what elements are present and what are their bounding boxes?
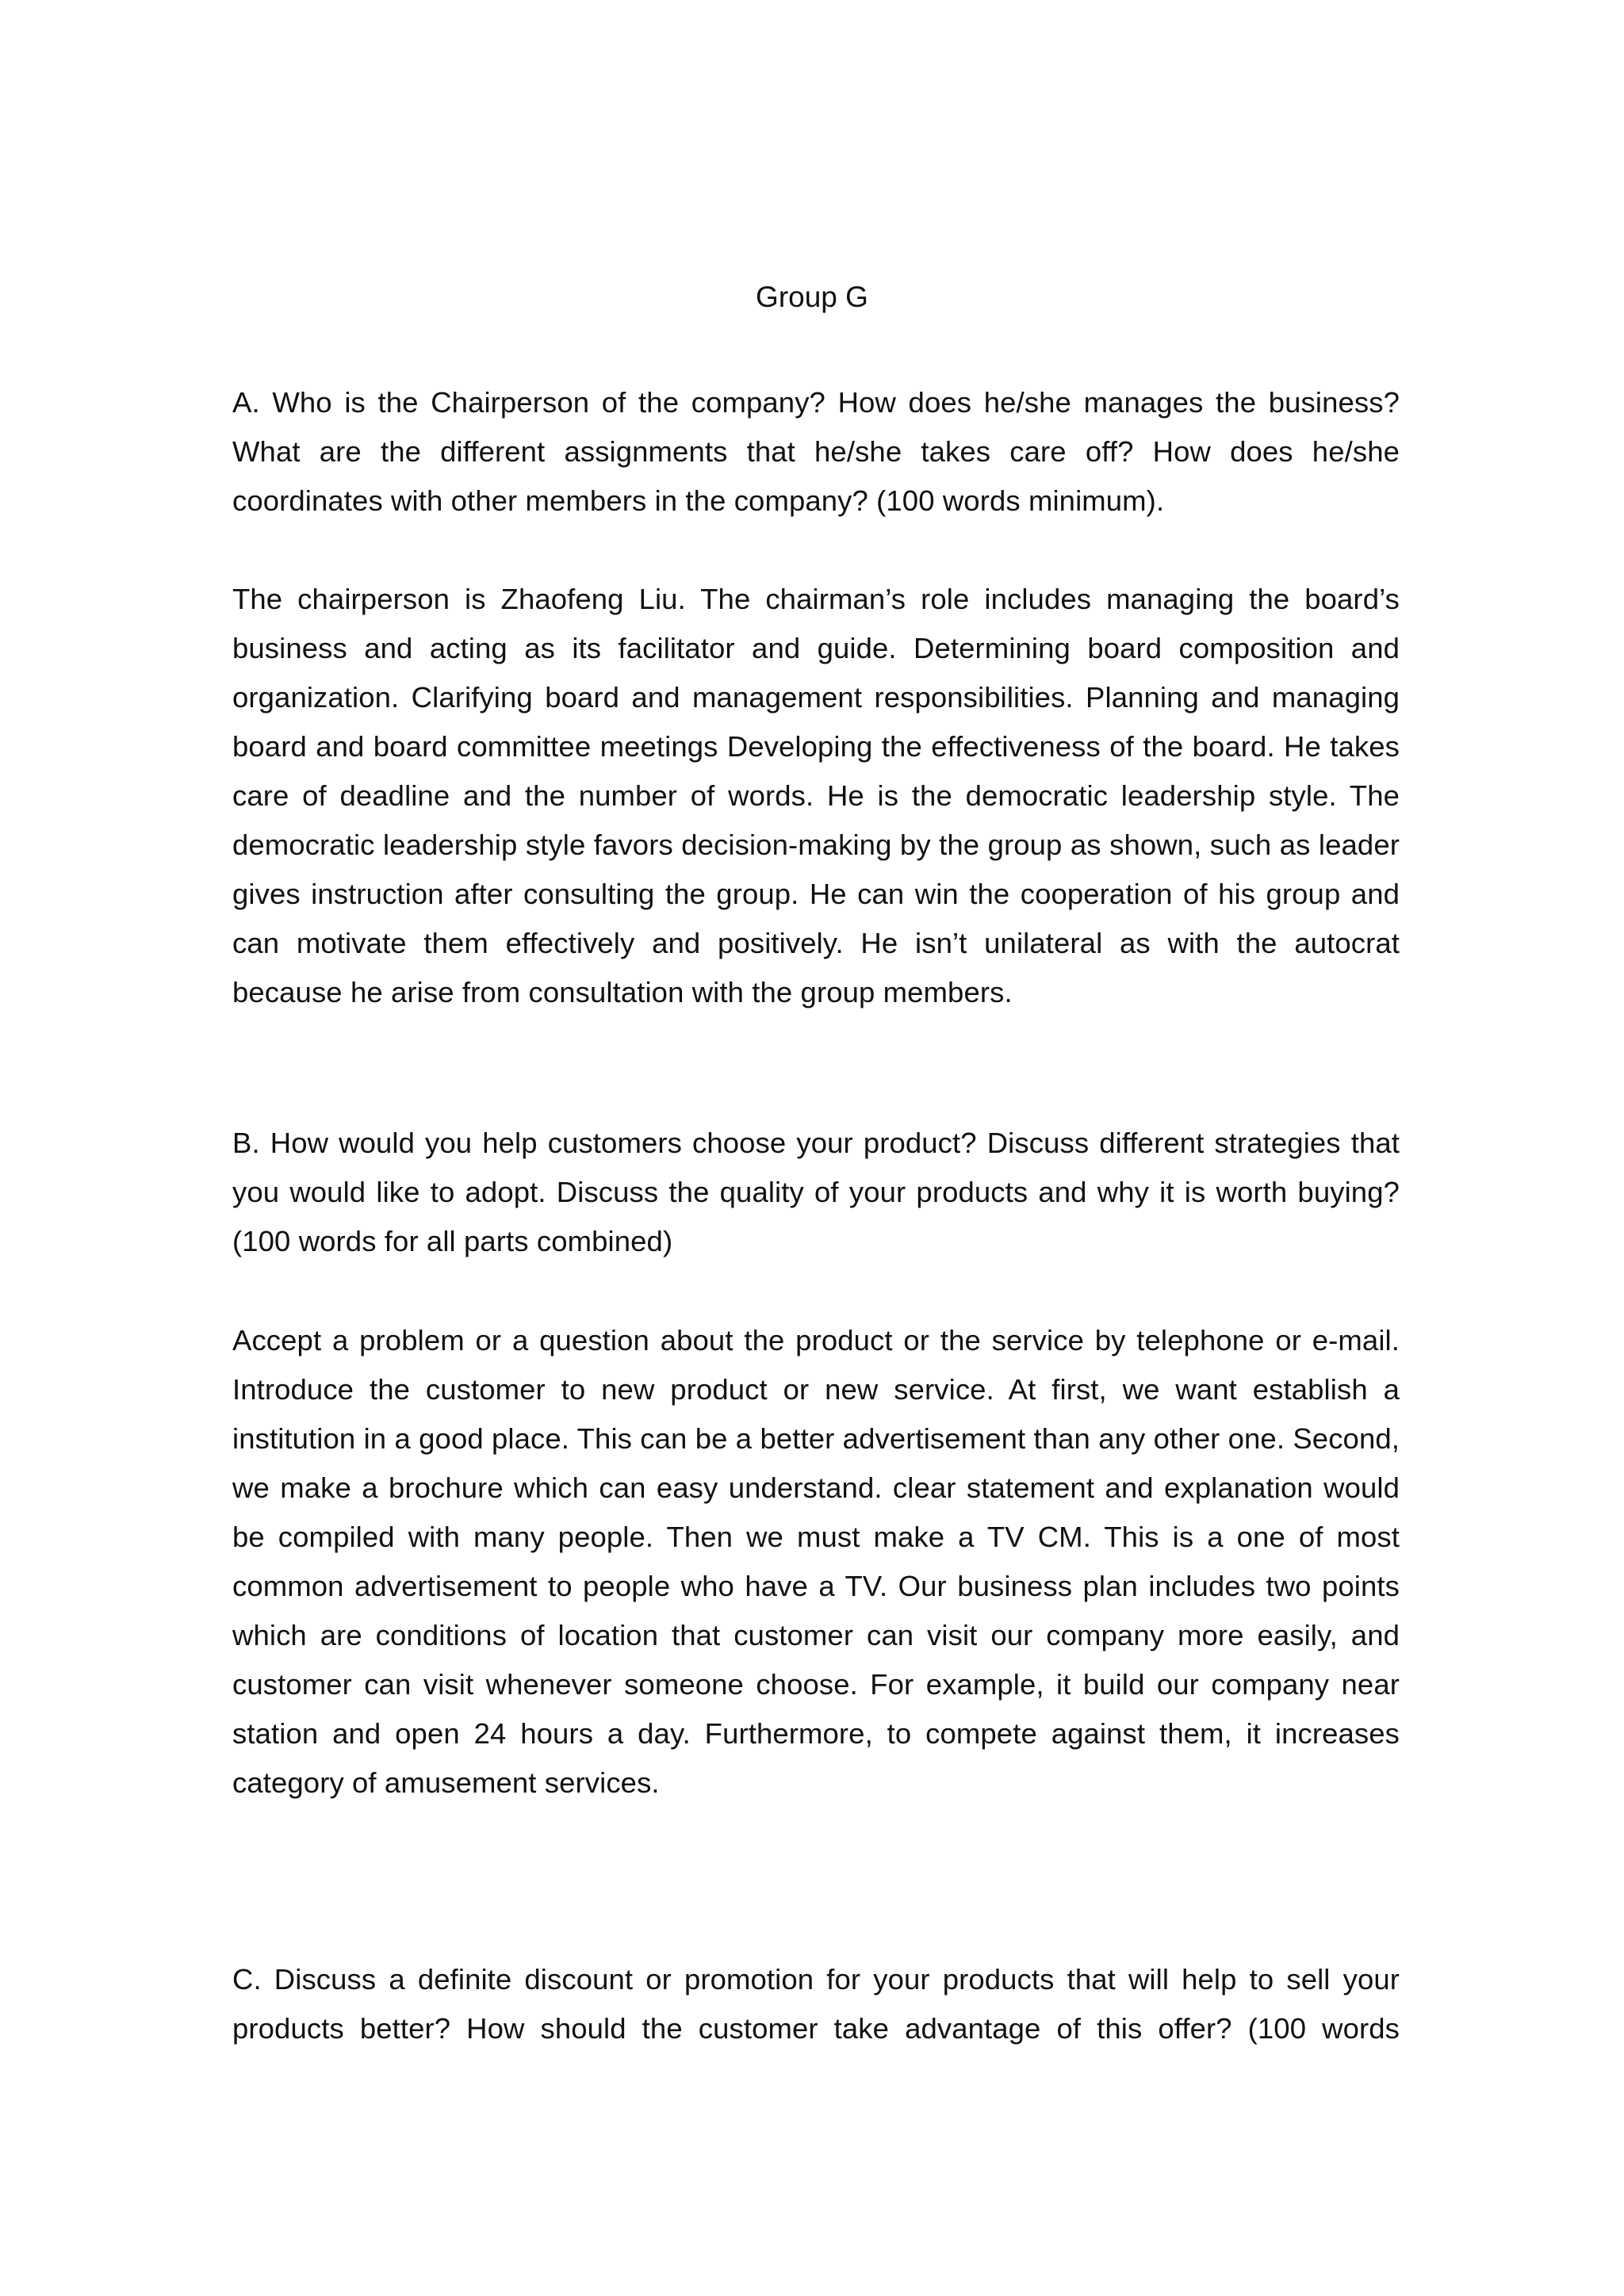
answer-b: Accept a problem or a question about the product or the service by telephone or e-mail. Introduce the customer to new product or new service. At first, we want establish a institution in a good place. This can be a better advertisement than any other one. Second, we make a brochure which can easy understand. clear statement and explanation would be compiled with many people. Then we must make a TV CM. This is a one of most common advertisement to people who have a TV. Our business plan includes two points which are conditions of location that customer can visit our company more easily, and customer can visit whenever someone choose. For example, it build our company near station and open 24 hours a day. Furthermore, to compete against them, it increases category of amusement services. xyxy=(232,1324,1400,1799)
question-a: A. Who is the Chairperson of the company? How does he/she manages the business? What are the different assignments that he/she takes care off? How does he/she coordinates with other members in the company? (100 words minimum). xyxy=(232,386,1400,517)
question-b: B. How would you help customers choose your product? Discuss different strategies that you would like to adopt. Discuss the quality of your products and why it is worth buying? (100 words for all parts combined) xyxy=(232,1127,1400,1257)
answer-a: The chairperson is Zhaofeng Liu. The chairman’s role includes managing the board’s business and acting as its facilitator and guide. Determining board composition and organization. Clarifying board and management responsibilities. Planning and managing board and board committee meetings Developing the effectiveness of the board. He takes care of deadline and the number of words. He is the democratic leadership style. The democratic leadership style favors decision-making by the group as shown, such as leader gives instruction after consulting the group. He can win the cooperation of his group and can motivate them effectively and positively. He isn’t unilateral as with the autocrat because he arise from consultation with the group members. xyxy=(232,583,1400,1008)
question-c: C. Discuss a definite discount or promotion for your products that will help to sell your products better? How should the customer take advantage of this offer? (100 words xyxy=(232,1963,1400,2045)
document-title: Group G xyxy=(756,281,868,313)
